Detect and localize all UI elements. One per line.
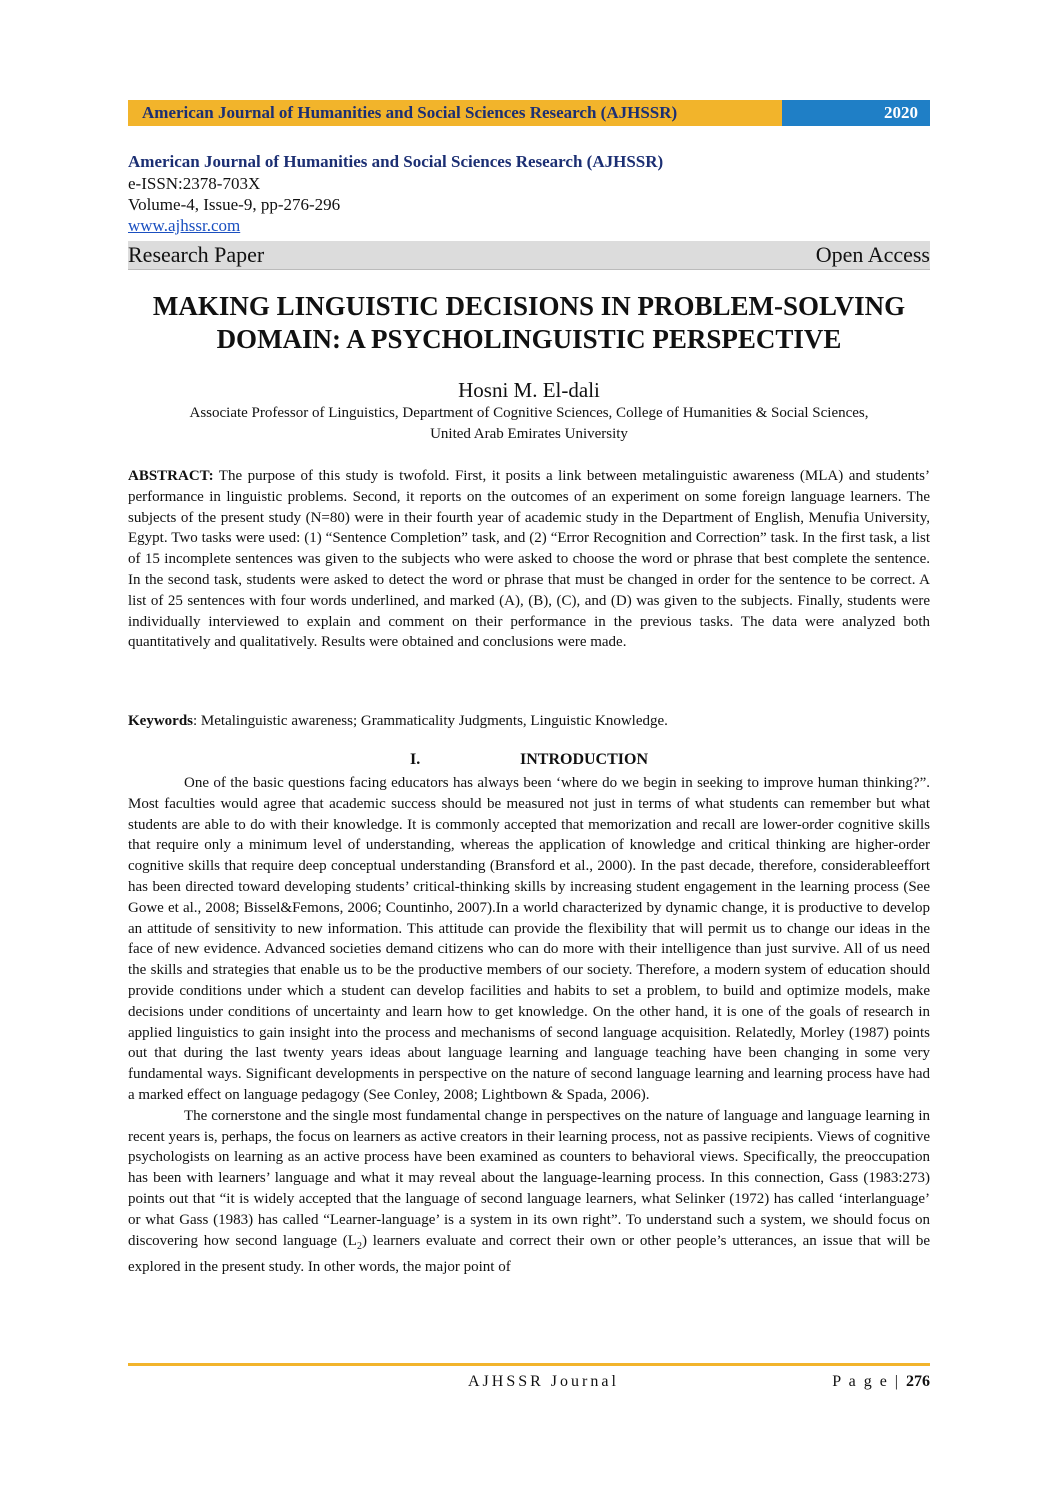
- footer-rule: [128, 1363, 930, 1366]
- intro-paragraph-2: The cornerstone and the single most fundamental change in perspectives on the nature of language and language learning in recent years is, perhaps, the focus on learners as active creators in their learning process, not as passive recipients. Views of cognitive psychologists on learning as an active process have been examined as counters to behavioral views. Specifically, the preoccupation has been with learners’ language and what it may reveal about the language-learning process. In this connection, Gass (1983:273) points out that “it is widely accepted that the language of second language learners, what Selinker (1972) has called ‘interlanguage’ or what Gass (1983) has called “Learner-language’ is a system in its own right”. To understand such a system, we should focus on discovering how second language $(L_2)$ learners evaluate and correct their own or other people’s utterances, an issue that will be explored in the present study. In other words, the major point of: [128, 1107, 930, 1276]
- keywords-text: : Metalinguistic awareness; Grammaticality Judgments, Linguistic Knowledge.: [193, 713, 668, 729]
- footer-page: P a g e | 276: [832, 1373, 930, 1390]
- author-name: Hosni M. El-dali: [458, 378, 600, 402]
- introduction-body: [128, 773, 930, 1278]
- abstract: [128, 466, 930, 653]
- intro-paragraph-1: One of the basic questions facing educators has always been ‘where do we begin in seeking to improve human thinking?”. Most faculties would agree that academic success should be measured not just in terms of what students can remember but what students are able to do with their knowledge. It is commonly accepted that memorization and recall are lower-order cognitive skills that require only a minimum level of understanding, whereas the application of knowledge and critical thinking are higher-order cognitive skills that require deep conceptual understanding (Bransford et al., 2000). In the past decade, therefore, considerableeffort has been directed toward developing students’ critical-thinking skills by increasing student engagement in the learning process (See Gowe et al., 2008; Bissel&Femons, 2006; Countinho, 2007).In a world characterized by dynamic change, it is productive to develop an attitude of sensitivity to new information. This attitude can provide the flexibility that will permit us to change our ideas in the face of new evidence. Advanced societies demand citizens who can do more with their intelligence than just survive. All of us need the skills and strategies that enable us to be the productive members of our society. Therefore, a modern system of education should provide conditions under which a student can develop facilities and habits to set a problem, to build and optimize models, make decisions under conditions of uncertainty and learn how to get knowledge. On the other hand, it is one of the goals of research in applied linguistics to gain insight into the process and mechanisms of second language acquisition. Relatedly, Morley (1987) points out that during the last twenty years ideas about language learning and language teaching have been changing in some very fundamental ways. Significant developments in perspective on the nature of second language learning and learning process have had a marked effect on language pedagogy (See Conley, 2008; Lightbown & Spada, 2006).: [128, 775, 930, 1103]
- section-number: I.: [409, 751, 421, 768]
- keywords-label: Keywords: [128, 713, 193, 729]
- author-affiliation: [128, 403, 930, 445]
- journal-header-bar: [128, 100, 930, 126]
- page-number: 276: [906, 1373, 930, 1390]
- meta-journal-name: American Journal of Humanities and Social Sciences Research (AJHSSR): [128, 152, 664, 171]
- paper-title: MAKING LINGUISTIC DECISIONS IN PROBLEM-SOLVING DOMAIN: A PSYCHOLINGUISTIC PERSPECTIVE: [152, 291, 906, 354]
- affiliation-line-2: United Arab Emirates University: [430, 426, 628, 442]
- header-journal-name: American Journal of Humanities and Social Sciences Research (AJHSSR): [128, 100, 782, 126]
- meta-issn: e-ISSN:2378-703X: [128, 174, 261, 193]
- footer-journal: AJHSSR Journal: [468, 1373, 619, 1390]
- abstract-label: ABSTRACT:: [128, 468, 214, 484]
- section-heading: [128, 751, 930, 769]
- header-year: 2020: [782, 100, 930, 126]
- access-type: Open Access: [815, 242, 930, 267]
- paper-type-row: [128, 241, 930, 270]
- abstract-text: The purpose of this study is twofold. First, it posits a link between metalinguistic awareness (MLA) and students’ performance in linguistic problems. Second, it reports on the outcomes of an experiment on some foreign language learners. The subjects of the present study (N=80) were in their fourth year of academic study in the Department of English, Menufia University, Egypt. Two tasks were used: (1) “Sentence Completion” task, and (2) “Error Recognition and Correction” task. In the first task, a list of 15 incomplete sentences was given to the subjects who were asked to choose the word or phrase that best complete the sentence. In the second task, students were asked to detect the word or phrase that must be changed in order for the sentence to be correct. A list of 25 sentences with four words underlined, and marked (A), (B), (C), and (D) was given to the subjects. Finally, students were individually interviewed to explain and comment on their performance in the previous tasks. The data were analyzed both quantitatively and qualitatively. Results were obtained and conclusions were made.: [128, 468, 930, 651]
- paper-type: Research Paper: [128, 242, 265, 267]
- meta-volume: Volume-4, Issue-9, pp-276-296: [128, 195, 341, 214]
- affiliation-line-1: Associate Professor of Linguistics, Department of Cognitive Sciences, College of Humanities & Social Sciences,: [189, 405, 869, 421]
- section-title: INTRODUCTION: [519, 751, 648, 768]
- keywords: [128, 711, 930, 732]
- website-link[interactable]: www.ajhssr.com: [128, 216, 241, 235]
- journal-meta: [128, 151, 930, 236]
